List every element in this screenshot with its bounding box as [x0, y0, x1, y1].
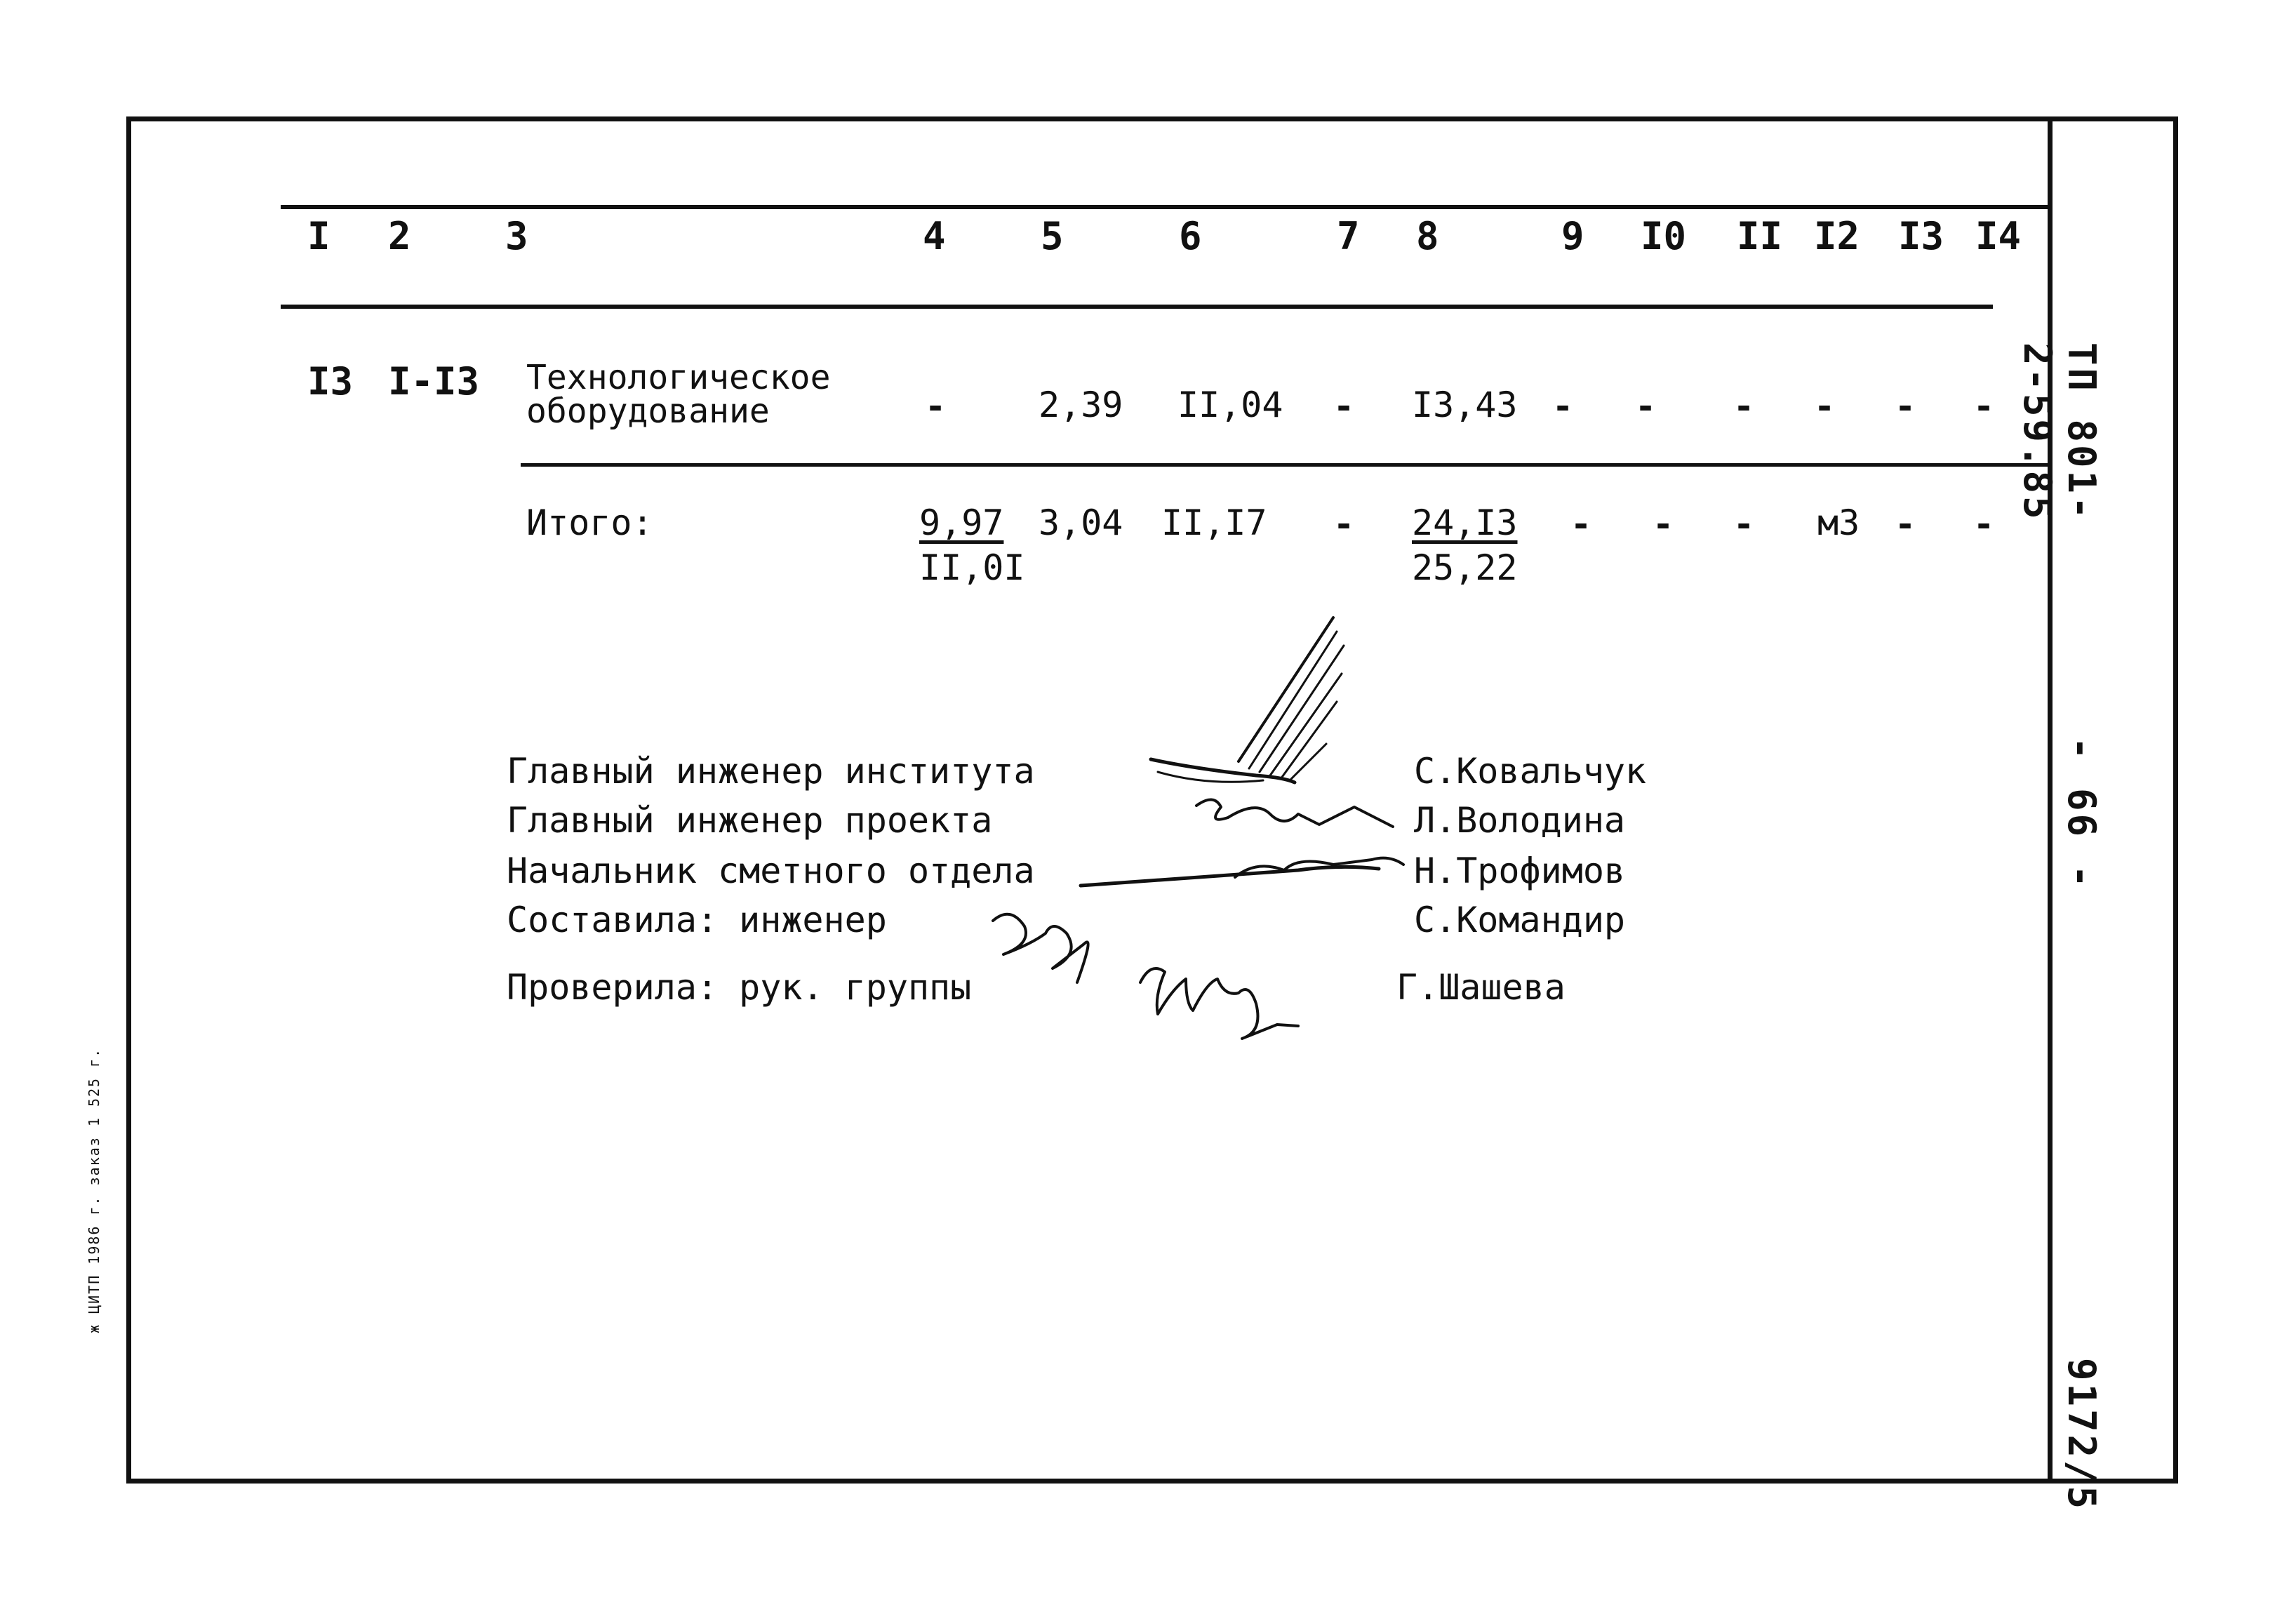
total-col-9: -: [1570, 504, 1592, 545]
total-col-12: м3: [1817, 502, 1860, 543]
col-header-7: 7: [1337, 214, 1360, 258]
total-col-10: -: [1653, 504, 1674, 545]
total-label: Итого:: [526, 502, 653, 543]
signature-role-4: Составила: инженер: [507, 900, 887, 940]
col-header-1: I: [307, 214, 331, 258]
row-col-9: -: [1552, 386, 1574, 427]
col-header-13: I3: [1898, 214, 1944, 258]
col-header-3: 3: [505, 214, 528, 258]
col-header-10: I0: [1641, 214, 1687, 258]
row-col-14: -: [1973, 386, 1995, 427]
row-code: I-I3: [388, 359, 480, 404]
col-header-8: 8: [1416, 214, 1439, 258]
row-col-11: -: [1733, 386, 1755, 427]
signature-role-2: Главный инженер проекта: [507, 800, 993, 841]
total-col-11: -: [1733, 504, 1755, 545]
row-col-7: -: [1333, 386, 1355, 427]
row-col-12: -: [1814, 386, 1836, 427]
row-col-10: -: [1635, 386, 1657, 427]
signature-role-5: Проверила: рук. группы: [507, 967, 972, 1008]
col-header-14: I4: [1975, 214, 2022, 258]
row-number: I3: [307, 359, 354, 404]
row-col-8: I3,43: [1412, 385, 1518, 425]
col-header-4: 4: [923, 214, 946, 258]
col-header-2: 2: [388, 214, 411, 258]
sheet-number: 9172/5: [2060, 1358, 2104, 1512]
document-code: ТП 801-2-59.85: [2015, 342, 2104, 522]
row-name-line2: оборудование: [526, 392, 770, 431]
total-col-6: II,I7: [1161, 502, 1267, 543]
col-header-5: 5: [1041, 214, 1064, 258]
total-col-5: 3,04: [1039, 502, 1123, 543]
row-name-line1: Технологическое: [526, 358, 831, 397]
signature-name-5: Г.Шашева: [1396, 967, 1566, 1008]
total-col-7: -: [1333, 504, 1355, 545]
total-col-8-bottom: 25,22: [1412, 547, 1518, 588]
signature-name-3: Н.Трофимов: [1414, 851, 1626, 891]
row-col-5: 2,39: [1039, 385, 1123, 425]
total-col-4-bottom: II,0I: [919, 547, 1025, 588]
print-mark: ж ЦИТП 1986 г. заказ 1 525 г.: [86, 1047, 102, 1333]
total-col-13: -: [1895, 504, 1916, 545]
row-col-13: -: [1895, 386, 1916, 427]
col-header-12: I2: [1814, 214, 1860, 258]
signature-name-1: С.Ковальчук: [1414, 751, 1647, 792]
col-header-6: 6: [1179, 214, 1202, 258]
page-number: - 66 -: [2060, 737, 2104, 891]
total-col-8-top: 24,I3: [1412, 502, 1518, 543]
signature-role-1: Главный инженер института: [507, 751, 1035, 792]
signature-role-3: Начальник сметного отдела: [507, 851, 1035, 891]
row-col-4: -: [925, 386, 947, 427]
signature-name-4: С.Командир: [1414, 900, 1626, 940]
total-col-14: -: [1973, 504, 1995, 545]
col-header-11: II: [1737, 214, 1783, 258]
signature-name-2: Л.Володина: [1414, 800, 1626, 841]
total-col-4-top: 9,97: [919, 502, 1004, 543]
col-header-9: 9: [1561, 214, 1584, 258]
row-col-6: II,04: [1177, 385, 1283, 425]
